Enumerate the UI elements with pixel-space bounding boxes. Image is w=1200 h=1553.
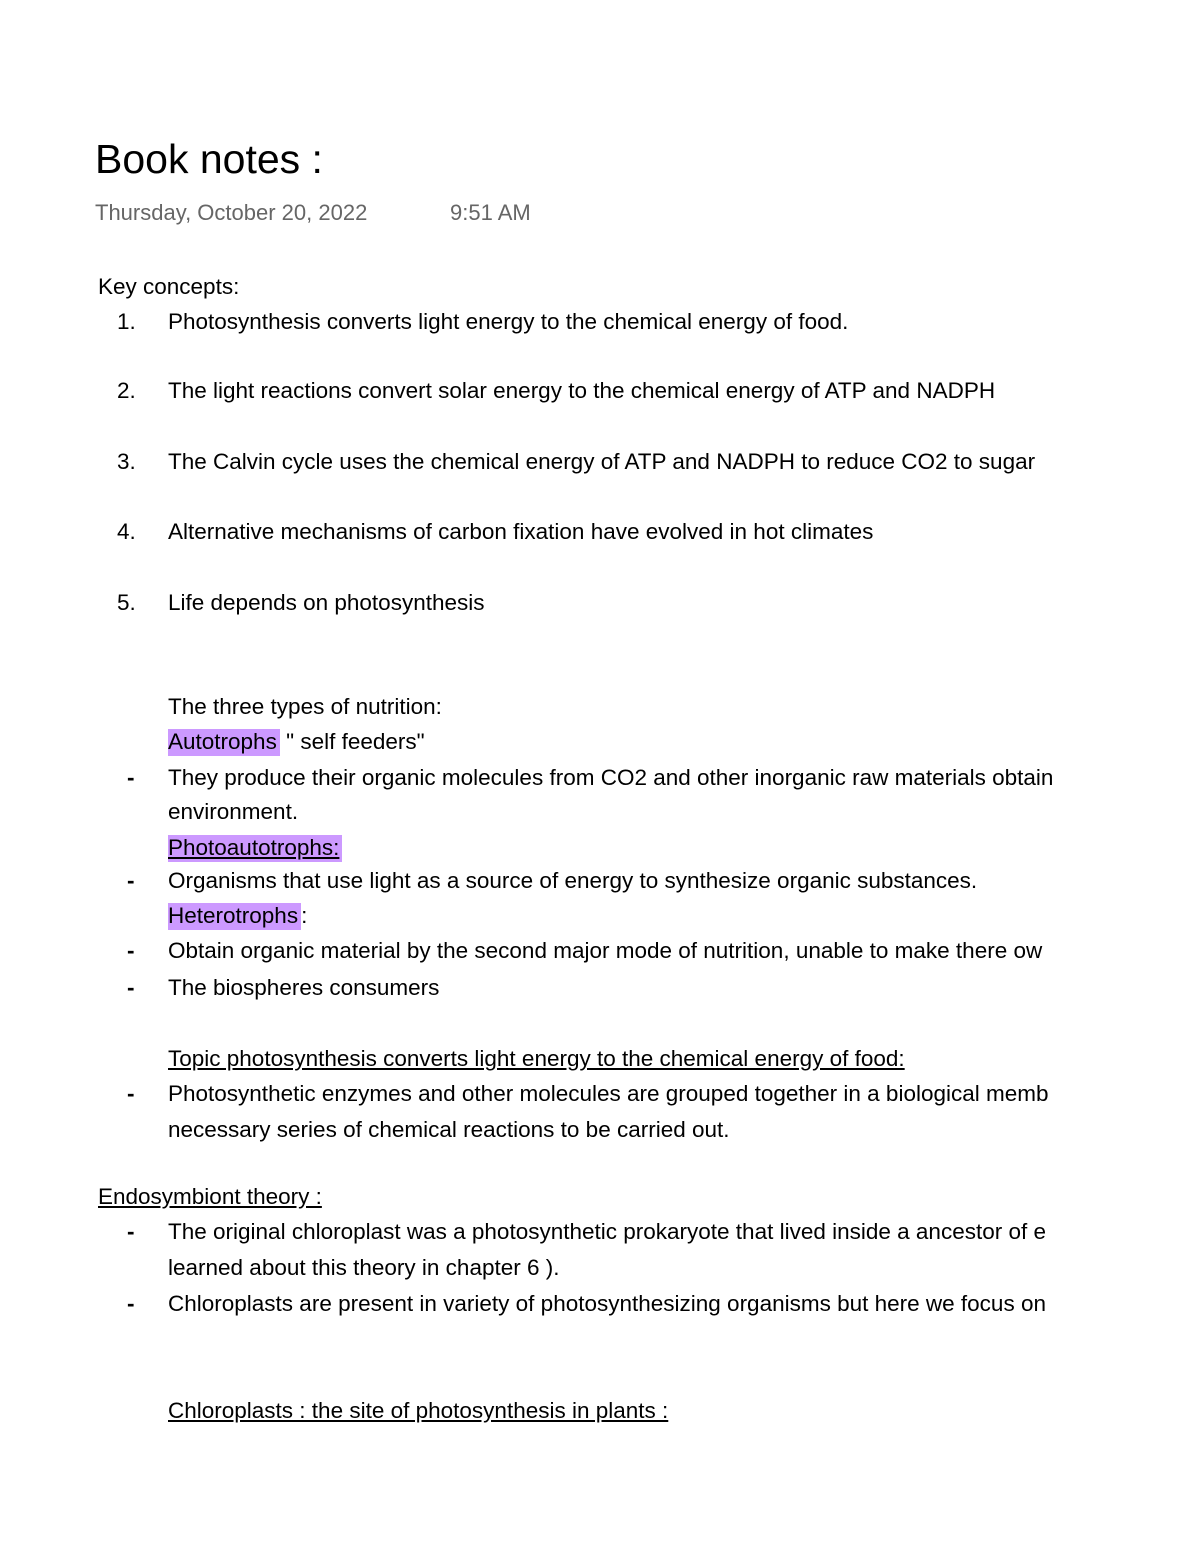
bullet-dash: - [127, 1219, 135, 1244]
endosymbiont-heading: Endosymbiont theory : [98, 1184, 322, 1209]
bullet-dash: - [127, 938, 135, 963]
bullet-item: Photosynthetic enzymes and other molecules are grouped together in a biological memb [168, 1081, 1049, 1106]
note-time: 9:51 AM [450, 200, 531, 225]
bullet-dash: - [127, 1081, 135, 1106]
list-item: The light reactions convert solar energy to the chemical energy of ATP and NADPH [168, 378, 996, 403]
bullet-item-continuation: environment. [168, 799, 299, 824]
list-item: The Calvin cycle uses the chemical energy of ATP and NADPH to reduce CO2 to sugar [168, 449, 1036, 474]
bullet-dash: - [127, 765, 135, 790]
list-item: Photosynthesis converts light energy to the chemical energy of food. [168, 309, 849, 334]
bullet-item: Organisms that use light as a source of energy to synthesize organic substances. [168, 868, 978, 893]
heterotrophs-term: Heterotrophs [168, 903, 301, 930]
topic-heading: Topic photosynthesis converts light energy to the chemical energy of food: [168, 1046, 905, 1071]
list-item-number: 3. [117, 449, 136, 474]
list-item-number: 4. [117, 519, 136, 544]
list-item: Life depends on photosynthesis [168, 590, 485, 615]
list-item-number: 5. [117, 590, 136, 615]
key-concepts-heading: Key concepts: [98, 274, 240, 299]
bullet-dash: - [127, 975, 135, 1000]
bullet-dash: - [127, 1291, 135, 1316]
list-item-number: 1. [117, 309, 136, 334]
page-title: Book notes : [95, 136, 323, 182]
autotrophs-description: " self feeders" [279, 729, 425, 754]
bullet-dash: - [127, 868, 135, 893]
bullet-item: They produce their organic molecules from CO2 and other inorganic raw materials obtain [168, 765, 1054, 790]
heterotrophs-colon: : [301, 903, 308, 928]
bullet-item-continuation: necessary series of chemical reactions to be carried out. [168, 1117, 730, 1142]
bullet-item: The biospheres consumers [168, 975, 440, 1000]
autotrophs-term: Autotrophs [168, 729, 280, 756]
bullet-item: The original chloroplast was a photosynthetic prokaryote that lived inside a ancestor of e [168, 1219, 1046, 1244]
bullet-item: Obtain organic material by the second major mode of nutrition, unable to make there ow [168, 938, 1043, 963]
heterotrophs-line [168, 901, 307, 931]
bullet-item: Chloroplasts are present in variety of photosynthesizing organisms but here we focus on [168, 1291, 1046, 1316]
note-date: Thursday, October 20, 2022 [95, 200, 368, 225]
list-item: Alternative mechanisms of carbon fixation have evolved in hot climates [168, 519, 874, 544]
bullet-item-continuation: learned about this theory in chapter 6 ). [168, 1255, 560, 1280]
list-item-number: 2. [117, 378, 136, 403]
autotrophs-line [168, 727, 425, 757]
chloroplasts-heading: Chloroplasts : the site of photosynthesis in plants : [168, 1398, 669, 1423]
photoautotrophs-line [168, 833, 342, 863]
photoautotrophs-term: Photoautotrophs: [168, 835, 342, 862]
nutrition-heading: The three types of nutrition: [168, 694, 442, 719]
